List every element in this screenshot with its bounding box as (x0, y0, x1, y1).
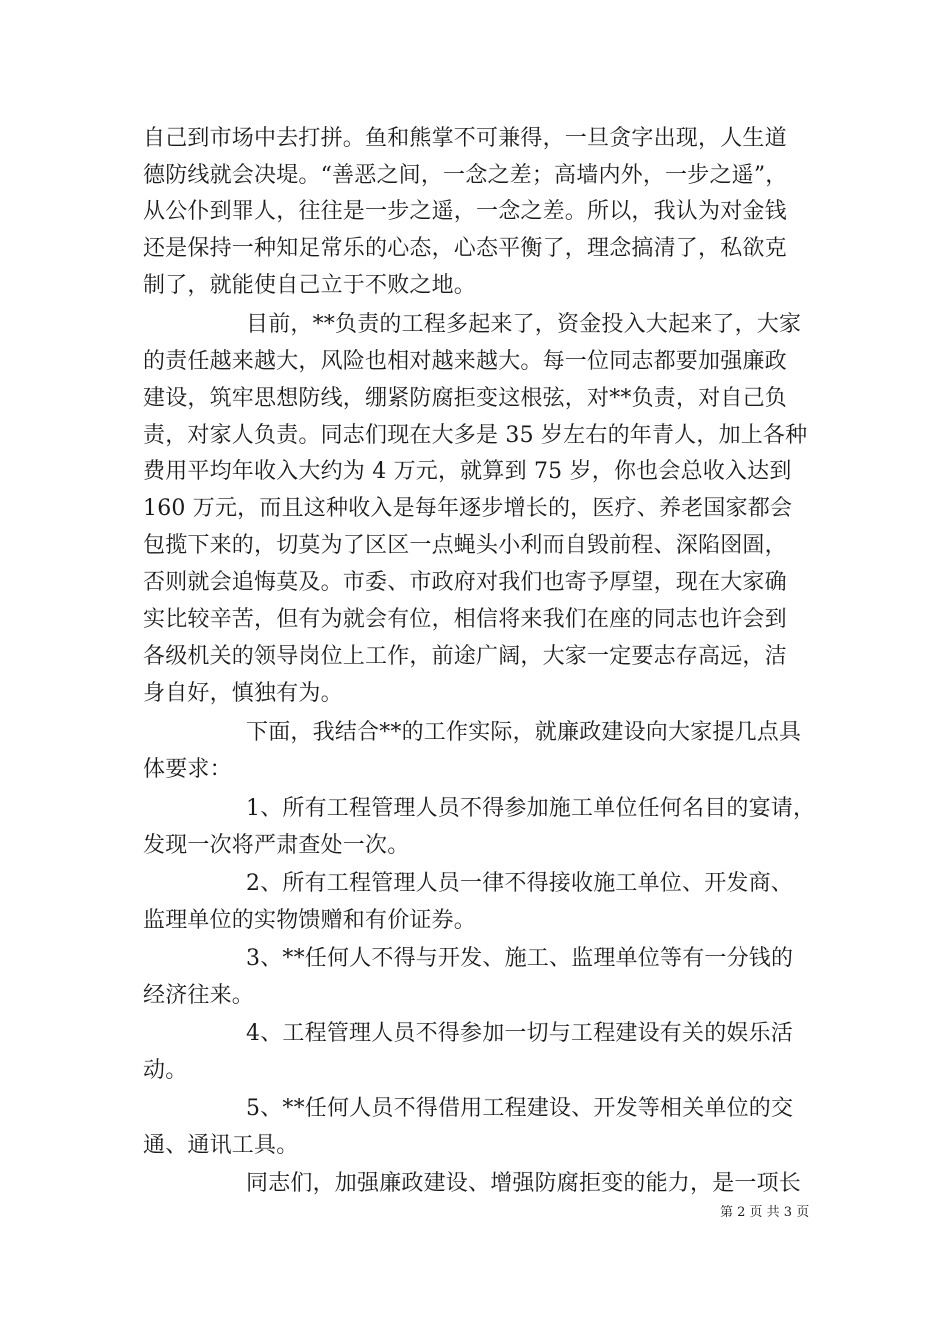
text-line: 从公仆到罪人，往往是一步之遥，一念之差。所以，我认为对金钱 (143, 199, 787, 224)
list-item-4-line: 4、工程管理人员不得参加一切与工程建设有关的娱乐活 (246, 1021, 793, 1046)
text-line: 经济往来。 (143, 983, 255, 1008)
list-item-5-line: 5、**任何人员不得借用工程建设、开发等相关单位的交 (246, 1096, 794, 1121)
text-line: 建设，筑牢思想防线，绷紧防腐拒变这根弦，对**负责，对自己负 (143, 386, 788, 411)
text-line: 还是保持一种知足常乐的心态，心态平衡了，理念搞清了，私欲克 (143, 236, 787, 261)
text-line: 包揽下来的，切莫为了区区一点蝇头小利而自毁前程、深陷囹圄， (143, 533, 787, 558)
text-line: 动。 (143, 1058, 188, 1083)
paragraph-start-line: 同志们，加强廉政建设、增强防腐拒变的能力，是一项长 (246, 1171, 802, 1196)
text-line: 自己到市场中去打拼。鱼和熊掌不可兼得，一旦贪字出现，人生道 (143, 126, 787, 151)
text-line: 发现一次将严肃查处一次。 (143, 833, 410, 858)
paragraph-start-line: 目前，**负责的工程多起来了，资金投入大起来了，大家 (246, 312, 802, 337)
text-line: 各级机关的领导岗位上工作，前途广阔，大家一定要志存高远，洁 (143, 644, 787, 669)
text-line: 实比较辛苦，但有为就会有位，相信将来我们在座的同志也许会到 (143, 607, 787, 632)
text-line: 德防线就会决堤。“善恶之间，一念之差；高墙内外，一步之遥”， (143, 163, 788, 188)
text-line: 监理单位的实物馈赠和有价证券。 (143, 908, 477, 933)
text-line: 责，对家人负责。同志们现在大多是 35 岁左右的年青人，加上各种 (143, 423, 808, 448)
list-item-3-line: 3、**任何人不得与开发、施工、监理单位等有一分钱的 (246, 946, 794, 971)
page-footer: 第 2 页 共 3 页 (720, 1205, 810, 1220)
text-line: 否则就会追悔莫及。市委、市政府对我们也寄予厚望，现在大家确 (143, 570, 787, 595)
paragraph-start-line: 下面，我结合**的工作实际，就廉政建设向大家提几点具 (246, 720, 802, 745)
text-line: 通、通讯工具。 (143, 1133, 299, 1158)
text-line: 费用平均年收入大约为 4 万元，就算到 75 岁，你也会总收入达到 (143, 459, 792, 484)
text-line: 的责任越来越大，风险也相对越来越大。每一位同志都要加强廉政 (143, 349, 787, 374)
text-line: 身自好，慎独有为。 (143, 681, 343, 706)
text-line: 体要求： (143, 757, 232, 782)
list-item-2-line: 2、所有工程管理人员一律不得接收施工单位、开发商、 (246, 871, 793, 896)
list-item-1-line: 1、所有工程管理人员不得参加施工单位任何名目的宴请， (246, 796, 816, 821)
text-line: 制了，就能使自己立于不败之地。 (143, 273, 477, 298)
text-line: 160 万元，而且这种收入是每年逐步增长的，医疗、养老国家都会 (143, 496, 793, 521)
